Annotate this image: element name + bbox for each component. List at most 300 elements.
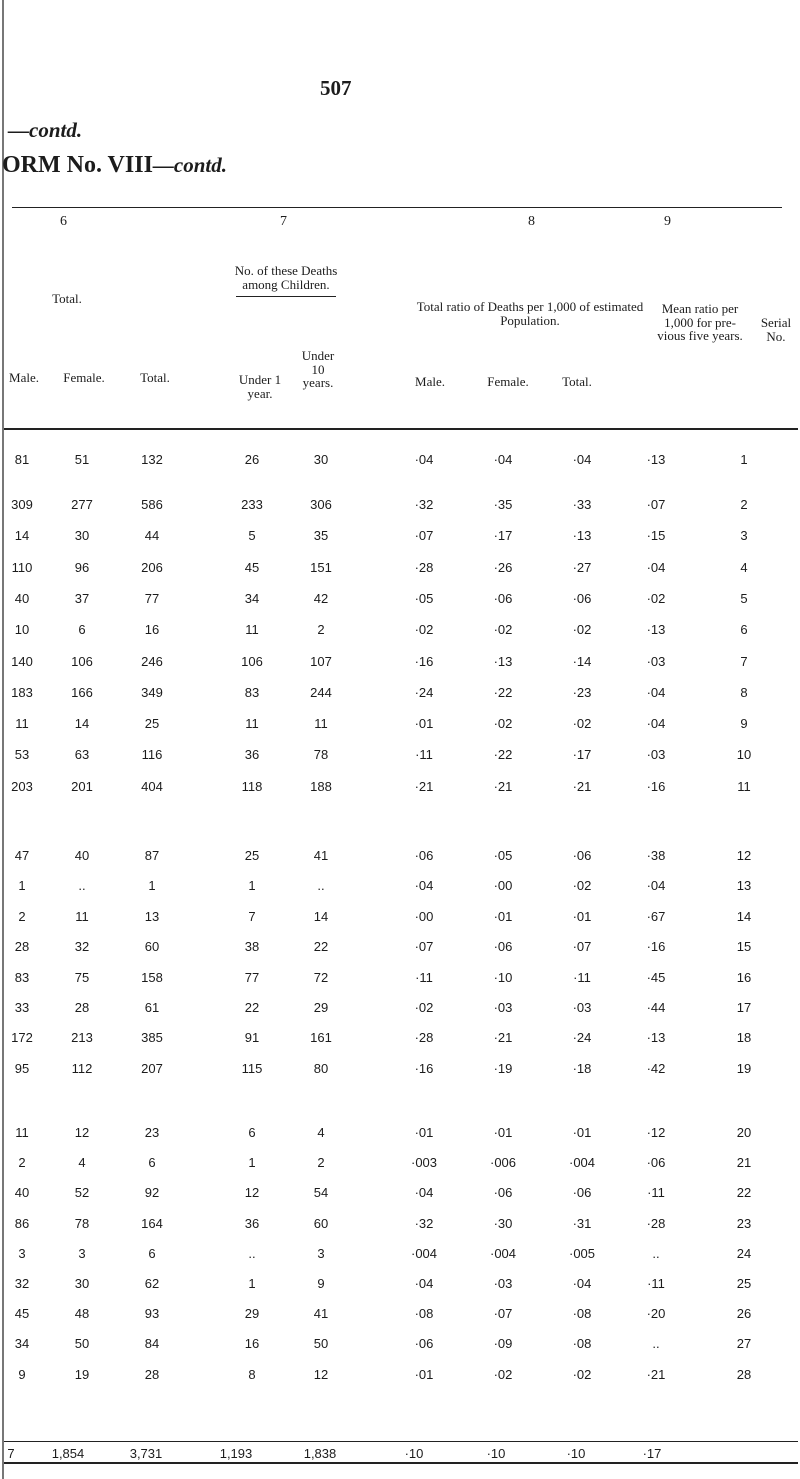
table-cell: ·003 xyxy=(410,1155,438,1171)
serial-cell: 18 xyxy=(736,1030,752,1046)
table-cell: ·21 xyxy=(493,778,513,794)
serial-cell: 17 xyxy=(736,1000,752,1015)
header-bottom-rule xyxy=(4,428,798,430)
table-cell: ·03 xyxy=(493,1276,513,1291)
table-cell: 112 xyxy=(71,1060,93,1076)
table-cell: ·004 xyxy=(410,1245,438,1261)
table-cell: 106 xyxy=(71,653,93,669)
table-cell: ·11 xyxy=(415,747,433,763)
table-cell: ·21 xyxy=(646,1366,666,1382)
table-cell: 23 xyxy=(144,1125,160,1140)
table-cell: 62 xyxy=(144,1276,160,1291)
serial-cell: 6 xyxy=(740,622,748,638)
table-cell: ·06 xyxy=(646,1155,666,1171)
table-cell: ·04 xyxy=(646,878,666,894)
table-cell: ·16 xyxy=(414,653,434,669)
table-cell: 11 xyxy=(15,1125,29,1140)
table-cell: ·07 xyxy=(572,939,592,955)
serial-cell: 24 xyxy=(736,1245,752,1261)
header-total: Total. xyxy=(140,370,170,385)
table-cell: 3 xyxy=(317,1245,325,1261)
table-cell: 306 xyxy=(310,497,332,512)
table-cell: 116 xyxy=(141,747,163,763)
table-cell: 60 xyxy=(144,939,160,955)
table-cell: ·02 xyxy=(572,622,592,638)
table-cell: ·32 xyxy=(414,1215,434,1231)
table-cell: 54 xyxy=(313,1185,329,1201)
serial-cell: 19 xyxy=(736,1060,752,1076)
table-cell: 63 xyxy=(74,747,90,763)
table-cell: ·38 xyxy=(646,848,666,863)
table-cell: ·07 xyxy=(493,1306,513,1322)
form-number: No. VIII xyxy=(66,152,153,178)
table-cell: 80 xyxy=(313,1060,329,1076)
total-cell: 3,731 xyxy=(129,1446,163,1461)
table-cell: 77 xyxy=(144,590,160,606)
table-cell: 29 xyxy=(313,1000,329,1015)
table-cell: 1 xyxy=(248,878,256,894)
total-cell: ·10 xyxy=(404,1446,424,1461)
table-cell: ·20 xyxy=(646,1306,666,1322)
table-cell: ·03 xyxy=(572,1000,592,1015)
table-cell: 60 xyxy=(313,1215,329,1231)
table-cell: ·06 xyxy=(572,590,592,606)
total-cell: ·17 xyxy=(642,1446,662,1461)
table-cell: 30 xyxy=(74,1276,90,1291)
table-cell: ·15 xyxy=(646,528,666,544)
table-cell: ·10 xyxy=(493,969,513,985)
table-cell: ·06 xyxy=(414,848,434,863)
table-cell: 11 xyxy=(314,716,328,732)
table-cell: 77 xyxy=(244,969,260,985)
table-cell: ·01 xyxy=(572,908,592,924)
table-cell: 164 xyxy=(141,1215,163,1231)
total-cell-first: 7 xyxy=(7,1446,15,1461)
table-cell: ·01 xyxy=(414,1125,434,1140)
table-cell: ·04 xyxy=(414,1185,434,1201)
table-cell: 81 xyxy=(14,452,30,467)
header-ratio-group: Total ratio of Deaths per 1,000 of estimated Population. xyxy=(416,299,644,328)
table-cell: 93 xyxy=(144,1306,160,1322)
page-number: 507 xyxy=(320,76,352,100)
table-cell: ·16 xyxy=(646,939,666,955)
table-cell: ·03 xyxy=(493,1000,513,1015)
total-cell: 1,854 xyxy=(51,1446,85,1461)
table-cell: 40 xyxy=(74,848,90,863)
table-cell: ·02 xyxy=(493,716,513,732)
table-cell: 32 xyxy=(74,939,90,955)
table-cell: 207 xyxy=(141,1060,163,1076)
col-number-7: 7 xyxy=(280,214,287,229)
table-cell: ·21 xyxy=(572,778,592,794)
total-top-rule xyxy=(4,1441,798,1442)
table-cell: ·004 xyxy=(489,1245,517,1261)
table-cell: ·02 xyxy=(414,622,434,638)
table-cell: 12 xyxy=(313,1366,329,1382)
table-cell: ·18 xyxy=(572,1060,592,1076)
table-cell: ·26 xyxy=(493,559,513,575)
table-cell: 3 xyxy=(78,1245,86,1261)
total-bottom-rule xyxy=(4,1462,798,1464)
table-cell: ·06 xyxy=(493,939,513,955)
children-group-rule xyxy=(236,296,336,297)
form-title xyxy=(2,152,227,179)
table-cell: ·02 xyxy=(646,590,666,606)
table-cell: ·04 xyxy=(414,1276,434,1291)
table-cell: ·01 xyxy=(493,1125,513,1140)
table-cell: ·06 xyxy=(493,1185,513,1201)
table-cell: ·02 xyxy=(414,1000,434,1015)
table-cell: 2 xyxy=(317,1155,325,1171)
serial-cell: 7 xyxy=(740,653,748,669)
table-cell: 309 xyxy=(11,497,33,512)
header-children-group: No. of these Deaths among Children. xyxy=(234,263,338,292)
table-cell: ·07 xyxy=(414,528,434,544)
table-cell: 9 xyxy=(317,1276,325,1291)
table-cell: 2 xyxy=(317,622,325,638)
table-cell: 188 xyxy=(310,778,332,794)
table-cell: ·21 xyxy=(493,1030,513,1046)
table-cell: 158 xyxy=(141,969,163,985)
table-cell: ·04 xyxy=(646,559,666,575)
table-cell: 30 xyxy=(74,528,90,544)
table-cell: 22 xyxy=(313,939,329,955)
header-ratio-total: Total. xyxy=(562,374,592,389)
serial-cell: 15 xyxy=(736,939,752,955)
table-cell: 349 xyxy=(141,684,163,700)
table-cell: ·13 xyxy=(493,653,513,669)
serial-cell: 12 xyxy=(736,848,752,863)
serial-cell: 16 xyxy=(736,969,752,985)
table-cell: .. xyxy=(652,1245,660,1261)
table-cell: ·30 xyxy=(493,1215,513,1231)
table-cell: ·02 xyxy=(572,878,592,894)
table-cell: ·02 xyxy=(493,622,513,638)
table-cell: 87 xyxy=(144,848,160,863)
table-cell: ·27 xyxy=(572,559,592,575)
table-cell: 96 xyxy=(74,559,90,575)
table-cell: ·31 xyxy=(572,1215,592,1231)
table-cell: 26 xyxy=(244,452,260,467)
serial-cell: 5 xyxy=(740,590,748,606)
table-cell: 13 xyxy=(144,908,160,924)
table-cell: ·004 xyxy=(568,1155,596,1171)
table-cell: 183 xyxy=(11,684,33,700)
table-cell: ·11 xyxy=(647,1276,665,1291)
table-cell: 233 xyxy=(241,497,263,512)
table-cell: 45 xyxy=(14,1306,30,1322)
table-cell: ·21 xyxy=(414,778,434,794)
table-cell: ·00 xyxy=(493,878,513,894)
table-cell: 40 xyxy=(14,590,30,606)
table-cell: 42 xyxy=(313,590,329,606)
table-cell: 11 xyxy=(75,908,89,924)
table-cell: 11 xyxy=(245,622,259,638)
table-cell: ·42 xyxy=(646,1060,666,1076)
serial-cell: 1 xyxy=(740,452,748,467)
table-cell: 244 xyxy=(310,684,332,700)
table-cell: ·06 xyxy=(572,848,592,863)
table-cell: 78 xyxy=(313,747,329,763)
table-cell: 30 xyxy=(313,452,329,467)
header-serial-no: Serial No. xyxy=(760,315,792,344)
table-cell: ·17 xyxy=(493,528,513,544)
table-cell: ·14 xyxy=(572,653,592,669)
table-cell: 47 xyxy=(14,848,30,863)
table-cell: ·12 xyxy=(646,1125,666,1140)
table-cell: ·08 xyxy=(572,1306,592,1322)
table-cell: 2 xyxy=(18,908,26,924)
table-cell: ·24 xyxy=(414,684,434,700)
table-cell: 4 xyxy=(317,1125,325,1140)
table-cell: 140 xyxy=(11,653,33,669)
table-cell: .. xyxy=(317,878,325,894)
table-cell: 106 xyxy=(241,653,263,669)
table-cell: ·02 xyxy=(572,716,592,732)
table-cell: ·05 xyxy=(493,848,513,863)
table-cell: 6 xyxy=(248,1125,256,1140)
table-cell: 213 xyxy=(71,1030,93,1046)
table-cell: ·17 xyxy=(572,747,592,763)
table-cell: 1 xyxy=(148,878,156,894)
table-cell: 83 xyxy=(244,684,260,700)
table-cell: ·35 xyxy=(493,497,513,512)
table-cell: 50 xyxy=(313,1336,329,1352)
table-cell: 28 xyxy=(74,1000,90,1015)
table-cell: 36 xyxy=(244,1215,260,1231)
table-cell: ·02 xyxy=(493,1366,513,1382)
table-cell: 107 xyxy=(310,653,332,669)
table-cell: ·16 xyxy=(414,1060,434,1076)
table-cell: 48 xyxy=(74,1306,90,1322)
table-cell: 28 xyxy=(144,1366,160,1382)
table-cell: 10 xyxy=(14,622,30,638)
table-cell: ·67 xyxy=(646,908,666,924)
header-ratio-male: Male. xyxy=(415,374,445,389)
serial-cell: 26 xyxy=(736,1306,752,1322)
table-cell: 16 xyxy=(144,622,160,638)
table-cell: 172 xyxy=(11,1030,33,1046)
table-cell: 201 xyxy=(71,778,93,794)
table-cell: 78 xyxy=(74,1215,90,1231)
continued-label: —contd. xyxy=(8,118,83,142)
table-cell: 161 xyxy=(310,1030,332,1046)
serial-cell: 11 xyxy=(737,778,751,794)
table-cell: ·04 xyxy=(414,878,434,894)
serial-cell: 9 xyxy=(740,716,748,732)
table-cell: ·02 xyxy=(572,1366,592,1382)
table-cell: 95 xyxy=(14,1060,30,1076)
table-cell: 4 xyxy=(78,1155,86,1171)
table-cell: 12 xyxy=(244,1185,260,1201)
table-cell: 7 xyxy=(248,908,256,924)
table-cell: 9 xyxy=(18,1366,26,1382)
table-cell: 44 xyxy=(144,528,160,544)
table-cell: ·08 xyxy=(414,1306,434,1322)
serial-cell: 20 xyxy=(736,1125,752,1140)
table-cell: ·01 xyxy=(572,1125,592,1140)
form-suffix: —contd. xyxy=(152,153,227,177)
table-cell: 45 xyxy=(244,559,260,575)
col-number-8: 8 xyxy=(528,214,535,229)
table-cell: ·06 xyxy=(572,1185,592,1201)
table-cell: .. xyxy=(78,878,86,894)
table-cell: 115 xyxy=(241,1060,263,1076)
table-cell: ·08 xyxy=(572,1336,592,1352)
table-cell: 1 xyxy=(248,1155,256,1171)
table-cell: 28 xyxy=(14,939,30,955)
table-cell: ·005 xyxy=(568,1245,596,1261)
table-cell: 25 xyxy=(144,716,160,732)
table-cell: ·01 xyxy=(414,1366,434,1382)
table-cell: ·06 xyxy=(414,1336,434,1352)
total-cell: ·10 xyxy=(566,1446,586,1461)
col-number-6: 6 xyxy=(60,214,67,229)
table-cell: 52 xyxy=(74,1185,90,1201)
table-cell: 50 xyxy=(74,1336,90,1352)
table-cell: 33 xyxy=(14,1000,30,1015)
table-cell: 206 xyxy=(141,559,163,575)
table-cell: ·05 xyxy=(414,590,434,606)
form-prefix: ORM xyxy=(2,152,61,178)
table-cell: 3 xyxy=(18,1245,26,1261)
table-cell: ·006 xyxy=(489,1155,517,1171)
table-cell: 1 xyxy=(18,878,26,894)
table-cell: 151 xyxy=(310,559,332,575)
table-cell: 14 xyxy=(74,716,90,732)
table-cell: .. xyxy=(248,1245,256,1261)
table-cell: 11 xyxy=(15,716,29,732)
table-cell: 51 xyxy=(74,452,90,467)
table-cell: 25 xyxy=(244,848,260,863)
table-cell: ·13 xyxy=(646,1030,666,1046)
serial-cell: 21 xyxy=(736,1155,752,1171)
table-cell: 6 xyxy=(148,1155,156,1171)
table-cell: 132 xyxy=(141,452,163,467)
header-under-1: Under 1 year. xyxy=(238,372,282,401)
table-cell: ·22 xyxy=(493,684,513,700)
table-cell: 14 xyxy=(14,528,30,544)
table-cell: 1 xyxy=(248,1276,256,1291)
table-cell: ·45 xyxy=(646,969,666,985)
total-cell: 1,838 xyxy=(303,1446,337,1461)
table-cell: ·04 xyxy=(572,1276,592,1291)
table-cell: ·28 xyxy=(414,559,434,575)
table-cell: 41 xyxy=(313,848,329,863)
table-cell: ·04 xyxy=(646,716,666,732)
serial-cell: 28 xyxy=(736,1366,752,1382)
table-cell: ·11 xyxy=(647,1185,665,1201)
table-cell: 61 xyxy=(144,1000,160,1015)
table-cell: 14 xyxy=(313,908,329,924)
table-cell: 586 xyxy=(141,497,163,512)
table-cell: ·03 xyxy=(646,653,666,669)
total-cell: 1,193 xyxy=(219,1446,253,1461)
table-cell: ·28 xyxy=(414,1030,434,1046)
serial-cell: 8 xyxy=(740,684,748,700)
table-cell: 34 xyxy=(14,1336,30,1352)
serial-cell: 25 xyxy=(736,1276,752,1291)
table-cell: 385 xyxy=(141,1030,163,1046)
table-cell: 11 xyxy=(245,716,259,732)
table-cell: 83 xyxy=(14,969,30,985)
table-cell: ·00 xyxy=(414,908,434,924)
table-cell: ·04 xyxy=(493,452,513,467)
table-cell: 19 xyxy=(74,1366,90,1382)
serial-cell: 27 xyxy=(736,1336,752,1352)
table-cell: 166 xyxy=(71,684,93,700)
serial-cell: 23 xyxy=(736,1215,752,1231)
table-cell: 86 xyxy=(14,1215,30,1231)
serial-cell: 13 xyxy=(736,878,752,894)
table-cell: 12 xyxy=(74,1125,90,1140)
table-cell: 22 xyxy=(244,1000,260,1015)
table-cell: ·04 xyxy=(414,452,434,467)
header-female: Female. xyxy=(63,370,105,385)
table-cell: 92 xyxy=(144,1185,160,1201)
table-cell: ·13 xyxy=(572,528,592,544)
table-top-rule xyxy=(12,207,782,208)
table-cell: 32 xyxy=(14,1276,30,1291)
table-cell: ·13 xyxy=(646,452,666,467)
table-cell: ·09 xyxy=(493,1336,513,1352)
serial-cell: 22 xyxy=(736,1185,752,1201)
serial-cell: 4 xyxy=(740,559,748,575)
table-cell: ·04 xyxy=(572,452,592,467)
table-cell: 110 xyxy=(11,559,33,575)
header-male: Male. xyxy=(9,370,39,385)
table-cell: 38 xyxy=(244,939,260,955)
table-cell: ·04 xyxy=(646,684,666,700)
table-cell: 118 xyxy=(241,778,263,794)
table-cell: 5 xyxy=(248,528,256,544)
table-cell: 29 xyxy=(244,1306,260,1322)
table-cell: ·11 xyxy=(573,969,591,985)
table-cell: ·22 xyxy=(493,747,513,763)
header-mean-ratio: Mean ratio per 1,000 for pre-vious five years. xyxy=(657,301,743,344)
table-cell: 36 xyxy=(244,747,260,763)
table-cell: ·01 xyxy=(414,716,434,732)
table-cell: 34 xyxy=(244,590,260,606)
table-cell: 277 xyxy=(71,497,93,512)
header-total-group: Total. xyxy=(52,291,82,306)
table-cell: 246 xyxy=(141,653,163,669)
table-cell: 2 xyxy=(18,1155,26,1171)
table-cell: 84 xyxy=(144,1336,160,1352)
table-cell: ·16 xyxy=(646,778,666,794)
header-ratio-female: Female. xyxy=(487,374,529,389)
table-cell: 75 xyxy=(74,969,90,985)
table-cell: 6 xyxy=(78,622,86,638)
table-cell: ·24 xyxy=(572,1030,592,1046)
table-cell: ·06 xyxy=(493,590,513,606)
total-cell: ·10 xyxy=(486,1446,506,1461)
table-cell: 72 xyxy=(313,969,329,985)
table-cell: 8 xyxy=(248,1366,256,1382)
table-cell: 37 xyxy=(74,590,90,606)
table-cell: 91 xyxy=(244,1030,260,1046)
table-cell: ·01 xyxy=(493,908,513,924)
table-cell: 40 xyxy=(14,1185,30,1201)
table-cell: ·33 xyxy=(572,497,592,512)
serial-cell: 3 xyxy=(740,528,748,544)
table-cell: ·07 xyxy=(646,497,666,512)
table-cell: ·44 xyxy=(646,1000,666,1015)
table-cell: ·11 xyxy=(415,969,433,985)
table-cell: 404 xyxy=(141,778,163,794)
table-cell: 35 xyxy=(313,528,329,544)
serial-cell: 2 xyxy=(740,497,748,512)
